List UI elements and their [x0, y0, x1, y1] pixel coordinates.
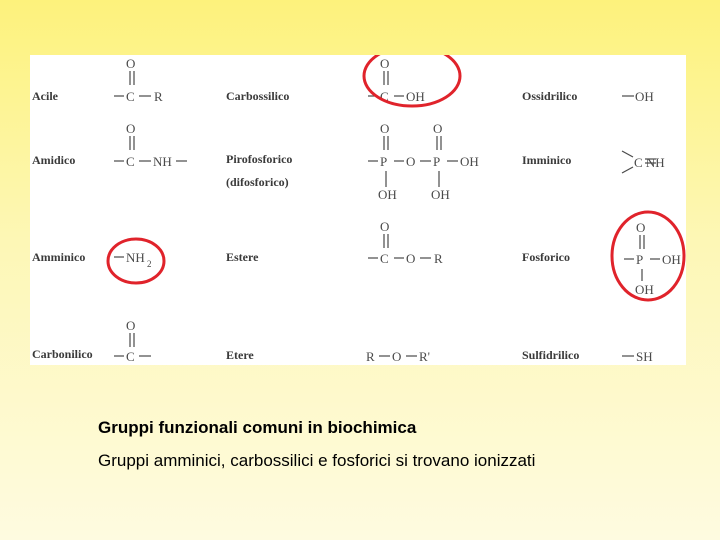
- fosforico-oh-1: OH: [662, 252, 681, 267]
- label-pirofosforico-alt: (difosforico): [226, 175, 289, 189]
- structure-ossidrilico: [622, 89, 654, 104]
- fosforico-oxygen: O: [636, 220, 646, 235]
- structure-amidico: [114, 121, 187, 169]
- label-sulfidrilico: Sulfidrilico: [522, 348, 580, 362]
- structure-carbonilico: [114, 318, 151, 364]
- structure-etere: [366, 349, 430, 364]
- pirofosforico-oxygen-2: O: [433, 121, 443, 136]
- carbonilico-oxygen: O: [126, 318, 136, 333]
- pirofosforico-p1: P: [380, 154, 388, 169]
- structure-estere: [368, 219, 443, 266]
- label-fosforico: Fosforico: [522, 250, 570, 264]
- estere-r: R: [434, 251, 443, 266]
- acile-carbon: C: [126, 89, 135, 104]
- label-ossidrilico: Ossidrilico: [522, 89, 578, 103]
- etere-oxygen: O: [392, 349, 402, 364]
- acile-r: R: [154, 89, 163, 104]
- label-amminico: Amminico: [32, 250, 86, 264]
- structure-imminico: [622, 151, 665, 173]
- amidico-nh: NH: [153, 154, 172, 169]
- estere-oxygen: O: [380, 219, 390, 234]
- caption-title: Gruppi funzionali comuni in biochimica: [98, 418, 417, 437]
- carbonilico-carbon: C: [126, 349, 135, 364]
- pirofosforico-oh-2: OH: [431, 187, 450, 202]
- functional-groups-panel: [30, 55, 686, 365]
- pirofosforico-p2: P: [433, 154, 441, 169]
- amidico-oxygen: O: [126, 121, 136, 136]
- etere-r-prime: R': [419, 349, 431, 364]
- label-carbossilico: Carbossilico: [226, 89, 290, 103]
- pirofosforico-bridge-oxygen: O: [406, 154, 416, 169]
- amidico-carbon: C: [126, 154, 135, 169]
- structure-fosforico: [624, 220, 681, 297]
- caption-subtitle: Gruppi amminici, carbossilici e fosforici si trovano ionizzati: [98, 451, 536, 470]
- structure-sulfidrilico: [622, 349, 653, 364]
- caption: [98, 418, 535, 471]
- label-estere: Estere: [226, 250, 259, 264]
- structure-pirofosforico: [368, 121, 479, 202]
- label-amidico: Amidico: [32, 153, 76, 167]
- structure-acile: [114, 56, 163, 104]
- acile-oxygen: O: [126, 56, 136, 71]
- pirofosforico-oh-1: OH: [378, 187, 397, 202]
- imminico-cnh: C NH: [634, 155, 665, 170]
- functional-groups-diagram: [30, 55, 686, 365]
- label-etere: Etere: [226, 348, 254, 362]
- label-carbonilico: Carbonilico: [32, 347, 93, 361]
- fosforico-oh-2: OH: [635, 282, 654, 297]
- amminico-nh: NH: [126, 250, 145, 265]
- estere-oxygen-2: O: [406, 251, 416, 266]
- pirofosforico-oh: OH: [460, 154, 479, 169]
- label-imminico: Imminico: [522, 153, 572, 167]
- ossidrilico-oh: OH: [635, 89, 654, 104]
- carbossilico-oxygen: O: [380, 56, 390, 71]
- etere-r: R: [366, 349, 375, 364]
- structure-amminico: [114, 250, 152, 269]
- carbossilico-oh: OH: [406, 89, 425, 104]
- carbossilico-carbon: C: [380, 89, 389, 104]
- estere-carbon: C: [380, 251, 389, 266]
- label-pirofosforico: Pirofosforico: [226, 152, 293, 166]
- pirofosforico-oxygen-1: O: [380, 121, 390, 136]
- label-acile: Acile: [32, 89, 58, 103]
- sulfidrilico-sh: SH: [636, 349, 653, 364]
- fosforico-p: P: [636, 252, 644, 267]
- amminico-subscript: 2: [147, 259, 152, 269]
